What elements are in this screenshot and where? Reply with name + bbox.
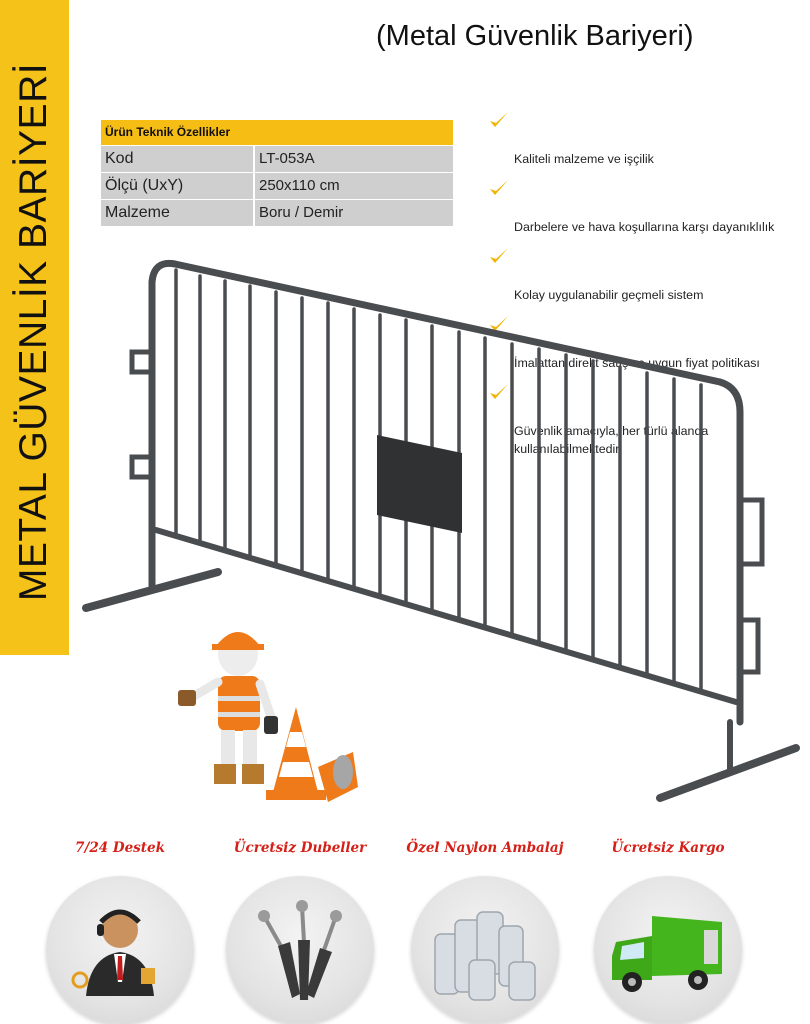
wall-plug-icon (226, 876, 374, 1024)
feature-text: Kaliteli malzeme ve işçilik (514, 152, 654, 166)
service-shipping (588, 840, 748, 1024)
service-label: Ücretsiz Kargo (611, 840, 725, 856)
feature-text: Kolay uygulanabilir geçmeli sistem (514, 288, 704, 302)
page-title: (Metal Güvenlik Bariyeri) (376, 20, 694, 52)
delivery-truck-icon (594, 876, 742, 1024)
service-label: Özel Naylon Ambalaj (406, 840, 564, 856)
service-support (40, 840, 200, 1024)
checkmark-icon (488, 178, 510, 200)
worker-mascot-image (168, 612, 368, 812)
spec-value: 250x110 cm (254, 172, 453, 199)
feature-text: Güvenlik amacıyla, her türlü alanda kullanılabilmektedir. (514, 424, 709, 456)
service-circle (594, 876, 742, 1024)
feature-item (488, 114, 808, 168)
spec-key: Malzeme (101, 199, 254, 226)
service-label: Ücretsiz Dubeller (233, 840, 367, 856)
feature-text: İmalattan direkt satış ve uygun fiyat politikası (514, 356, 760, 370)
side-band (0, 0, 69, 655)
spec-value: LT-053A (254, 145, 453, 172)
support-agent-icon (46, 876, 194, 1024)
service-packaging (405, 840, 565, 1024)
feature-text: Darbelere ve hava koşullarına karşı dayanıklılık (514, 220, 775, 234)
spec-key: Ölçü (UxY) (101, 172, 254, 199)
spec-table-header-row (101, 120, 453, 145)
spec-value: Boru / Demir (254, 199, 453, 226)
side-title: METAL GÜVENLİK BARİYERİ (12, 62, 55, 602)
service-circle (226, 876, 374, 1024)
spec-table (101, 120, 453, 227)
service-circle (46, 876, 194, 1024)
service-circle (411, 876, 559, 1024)
feature-item (488, 182, 808, 236)
service-label: 7/24 Destek (75, 840, 165, 856)
service-wall-plugs (220, 840, 380, 1024)
checkmark-icon (488, 110, 510, 132)
spec-table-header: Ürün Teknik Özellikler (101, 120, 453, 145)
stretch-film-icon (411, 876, 559, 1024)
spec-row (101, 172, 453, 199)
spec-row (101, 145, 453, 172)
spec-row (101, 199, 453, 226)
spec-key: Kod (101, 145, 254, 172)
